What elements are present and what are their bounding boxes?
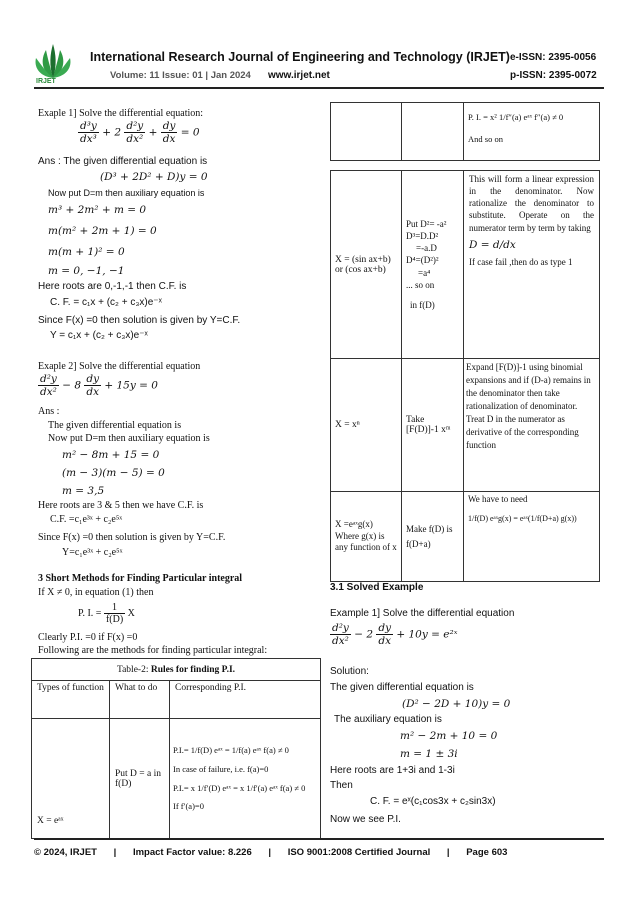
r2-type: X = (sin ax+b) or (cos ax+b): [331, 171, 402, 359]
r-ex1-title: Example 1] Solve the differential equation: [330, 608, 515, 619]
r4-what: Make f(D) is f(D+a): [402, 492, 464, 582]
aux2: m = 1 ± 3i: [400, 748, 458, 760]
ex1-y: Y = c₁x + (c₂ + c₃x)e⁻ˣ: [50, 330, 148, 341]
pissn: p-ISSN: 2395-0072: [510, 70, 597, 81]
ex2-title: Exaple 2] Solve the differential equation: [38, 361, 201, 372]
r2-what: Put D²= -a² D³=D.D² =-a.D D⁴=(D²)² =a⁴ ... so on in f(D): [402, 171, 464, 359]
ex1-ans: Ans : The given differential equation is: [38, 156, 208, 167]
row1-type: X = eᵃˣ: [32, 719, 110, 839]
ex2-cf: C.F. =c₁e³ˣ + c₂e⁵ˣ: [50, 514, 123, 525]
ex1-since: Since F(x) =0 then solution is given by Y=C.F.: [38, 315, 241, 326]
pi-rules-table-continued: [330, 102, 600, 161]
row1-iff: If f′(a)=0: [173, 801, 204, 812]
top-pi-cell: [464, 103, 600, 161]
ex1-roots: Here roots are 0,-1,-1 then C.F. is: [38, 281, 187, 292]
website-link[interactable]: www.irjet.net: [268, 70, 330, 81]
row1-what: Put D = a in f(D): [110, 719, 170, 839]
aux1: m² − 2m + 10 = 0: [400, 730, 498, 742]
sec3-if: If X ≠ 0, in equation (1) then: [38, 587, 154, 598]
irjet-logo-icon: [34, 42, 72, 82]
footer-copyright: © 2024, IRJET: [34, 847, 97, 858]
ex1-equation: $\frac{\text{d³y}}{\text{dx³}}$ + 2 $\frac{\text{d²y}}{\text{dx²}}$ + $\frac{dy}{dx}$ = 0: [80, 120, 200, 145]
footer-iso: ISO 9001:2008 Certified Journal: [287, 847, 431, 858]
header-divider: [34, 87, 604, 89]
eissn: e-ISSN: 2395-0056: [510, 52, 597, 63]
ex2-since: Since F(x) =0 then solution is given by Y=C.F.: [38, 532, 226, 543]
ex2-ans: Ans :: [38, 406, 60, 417]
r-ex1-equation: $\frac{\text{d²y}}{\text{dx²}}$ − 2 $\frac{dy}{dx}$ + 10y = e²ˣ: [332, 622, 458, 647]
ex2-given: The given differential equation is: [48, 420, 182, 431]
roots-text: Here roots are 1+3i and 1-3i: [330, 765, 455, 776]
ex1-cf: C. F. = c₁x + (c₂ + c₃x)e⁻ˣ: [50, 297, 162, 308]
section31-title: 3.1 Solved Example: [330, 582, 424, 593]
ex1-aux1: m³ + 2m² + m = 0: [48, 204, 147, 216]
r2-pi: This will form a linear expression in the denominator. Now rationalize the denominator to substitute. Operate on the numerator term by term by taking D = d/dx If case fail ,then do as type 1: [464, 171, 600, 359]
ex1-aux2: m(m² + 2m + 1) = 0: [48, 225, 157, 237]
th-pi: Corresponding P.I.: [170, 681, 321, 719]
given-eq: (D² − 2D + 10)y = 0: [402, 698, 511, 710]
ex2-aux1: m² − 8m + 15 = 0: [62, 449, 160, 461]
page-header: [0, 0, 638, 92]
table-caption: Table-2: Rules for finding P.I.: [32, 659, 321, 681]
then-text: Then: [330, 780, 353, 791]
sec3-pi-formula: P. I. = $\frac{1}{f(D)}$ X: [78, 602, 135, 625]
top-pi: P. I. = x² 1/f″(a) eᵃˣ f″(a) ≠ 0: [468, 112, 564, 122]
ex1-title: Exaple 1] Solve the differential equation:: [38, 108, 204, 119]
now-pi-text: Now we see P.I.: [330, 814, 401, 825]
section3-title: 3 Short Methods for Finding Particular integral: [38, 573, 243, 584]
row1-pi1: P.I.= 1/f(D) eᵃˣ = 1/f(a) eᵃˣ f(a) ≠ 0: [173, 745, 289, 755]
ex2-aux2: (m − 3)(m − 5) = 0: [62, 467, 165, 479]
pi-rules-table: [31, 658, 321, 839]
journal-title: International Research Journal of Engineering and Technology (IRJET): [90, 50, 510, 64]
ex2-equation: $\frac{\text{d²y}}{\text{dx²}}$ − 8 $\frac{dy}{dx}$ + 15y = 0: [40, 373, 158, 398]
ex2-y: Y=c₁e³ˣ + c₂e⁵ˣ: [62, 547, 123, 558]
page-footer: © 2024, IRJET | Impact Factor value: 8.226 | ISO 9001:2008 Certified Journal | Page 603: [34, 847, 508, 858]
ex2-aux3: m = 3,5: [62, 485, 105, 497]
aux-text: The auxiliary equation is: [334, 714, 442, 725]
ex1-aux3: m(m + 1)² = 0: [48, 246, 125, 258]
footer-divider: [34, 838, 604, 840]
top-soon: And so on: [468, 133, 503, 144]
given-text: The given differential equation is: [330, 682, 474, 693]
ex2-roots: Here roots are 3 & 5 then we have C.F. is: [38, 500, 204, 511]
ex1-eq: (D³ + 2D² + D)y = 0: [100, 171, 208, 183]
solution-label: Solution:: [330, 666, 369, 677]
r3-type: X = xⁿ: [331, 359, 402, 492]
footer-impact: Impact Factor value: 8.226: [132, 847, 252, 858]
pi-rules-table-right: [330, 170, 600, 582]
row1-pi2: P.I.= x 1/f′(D) eᵃˣ = x 1/f′(a) eᵃˣ f(a) ≠ 0: [173, 782, 306, 793]
ex1-put: Now put D=m then auxiliary equation is: [48, 188, 205, 198]
sec3-following: Following are the methods for finding particular integral:: [38, 645, 268, 656]
cf-text: C. F. = eˣ(c₁cos3x + c₂sin3x): [370, 796, 496, 807]
th-what: What to do: [110, 681, 170, 719]
r4-pi: We have to need 1/f(D) eᵃˣg(x) = eᵃˣ(1/f(D+a) g(x)): [464, 492, 600, 582]
row1-pi: [170, 719, 321, 839]
footer-page: Page 603: [466, 847, 508, 858]
ex2-put: Now put D=m then auxiliary equation is: [48, 433, 210, 444]
r4-type: X =eᵃˣg(x) Where g(x) is any function of x: [331, 492, 402, 582]
th-type: Types of function: [32, 681, 110, 719]
sec3-clearly: Clearly P.I. =0 if F(x) =0: [38, 632, 138, 643]
issue-info: Volume: 11 Issue: 01 | Jan 2024: [110, 70, 251, 81]
ex1-aux4: m = 0, −1, −1: [48, 265, 125, 277]
r3-pi: Expand [F(D)]-1 using binomial expansions and if (D-a) remains in the denominator then take rationalization of denominator. Treat D in the numerator as derivative of the corresponding function: [464, 359, 600, 492]
logo-text: IRJET: [36, 78, 56, 85]
row1-fail: In case of failure, i.e. f(a)=0: [173, 763, 269, 774]
r3-what: Take [F(D)]-1 xᵐ: [402, 359, 464, 492]
